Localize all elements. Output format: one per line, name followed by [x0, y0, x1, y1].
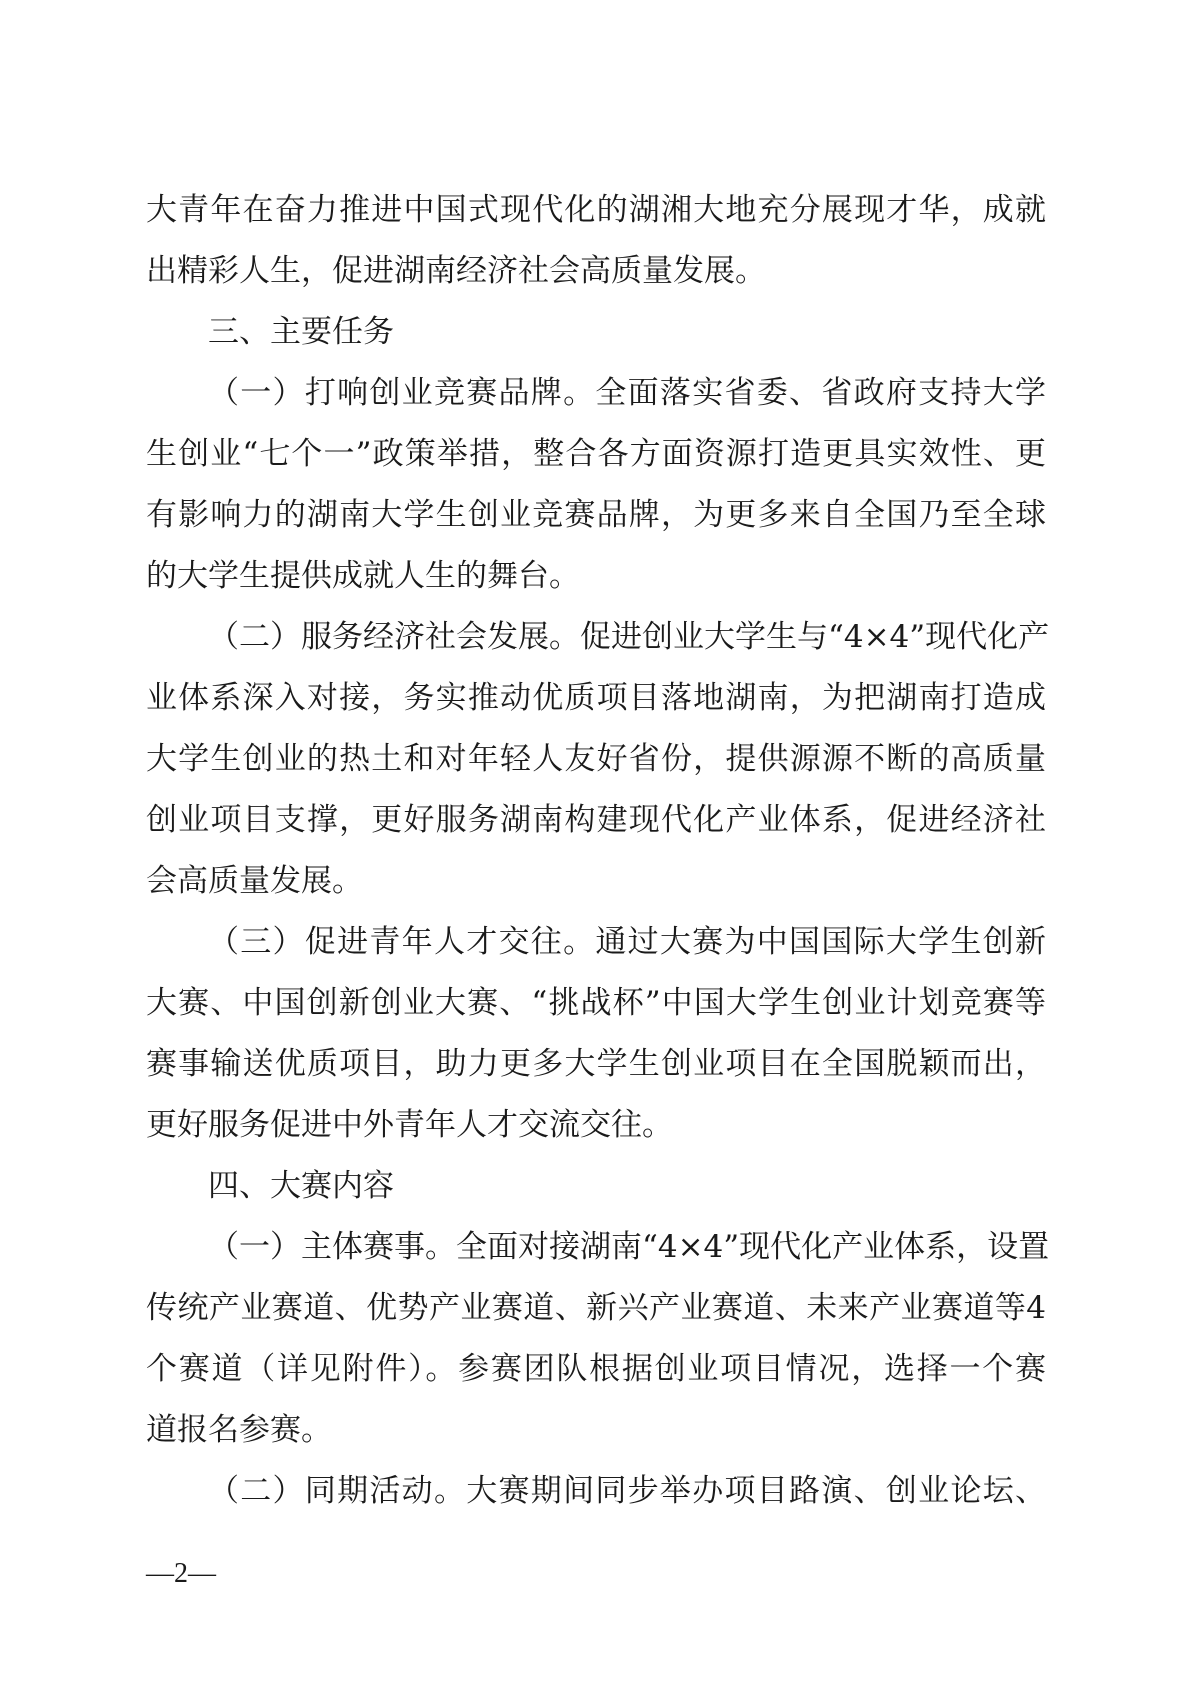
text-line: （一）打响创业竞赛品牌。全面落实省委、省政府支持大学 — [208, 375, 1046, 411]
section-heading: 三、主要任务 — [208, 314, 394, 350]
page-number: —2— — [146, 1558, 216, 1589]
document-body — [146, 180, 1050, 1522]
text-line: 赛事输送优质项目，助力更多大学生创业项目在全国脱颖而出， — [146, 1046, 1046, 1082]
text-line: （二）同期活动。大赛期间同步举办项目路演、创业论坛、 — [208, 1473, 1046, 1509]
text-line: 道报名参赛。 — [146, 1412, 332, 1448]
text-line: 有影响力的湖南大学生创业竞赛品牌，为更多来自全国乃至全球 — [146, 497, 1046, 533]
text-line: 更好服务促进中外青年人才交流交往。 — [146, 1107, 673, 1143]
text-line: 的大学生提供成就人生的舞台。 — [146, 558, 580, 594]
text-line: 会高质量发展。 — [146, 863, 363, 899]
text-line: 出精彩人生，促进湖南经济社会高质量发展。 — [146, 253, 766, 289]
text-line: 创业项目支撑，更好服务湖南构建现代化产业体系，促进经济社 — [146, 802, 1046, 838]
text-line: 大青年在奋力推进中国式现代化的湖湘大地充分展现才华，成就 — [146, 192, 1046, 228]
text-line: 个赛道（详见附件）。参赛团队根据创业项目情况，选择一个赛 — [146, 1351, 1046, 1387]
section-heading: 四、大赛内容 — [208, 1168, 394, 1204]
text-line: 大赛、中国创新创业大赛、“挑战杯”中国大学生创业计划竞赛等 — [146, 985, 1046, 1021]
text-line: 传统产业赛道、优势产业赛道、新兴产业赛道、未来产业赛道等4 — [146, 1290, 1046, 1326]
text-line: 大学生创业的热土和对年轻人友好省份，提供源源不断的高质量 — [146, 741, 1046, 777]
text-line: （三）促进青年人才交往。通过大赛为中国国际大学生创新 — [208, 924, 1046, 960]
text-line: （一）主体赛事。全面对接湖南“4×4”现代化产业体系，设置 — [208, 1229, 1050, 1265]
text-line: 生创业“七个一”政策举措，整合各方面资源打造更具实效性、更 — [146, 436, 1046, 472]
text-line: 业体系深入对接，务实推动优质项目落地湖南，为把湖南打造成 — [146, 680, 1046, 716]
text-line: （二）服务经济社会发展。促进创业大学生与“4×4”现代化产 — [208, 619, 1050, 655]
